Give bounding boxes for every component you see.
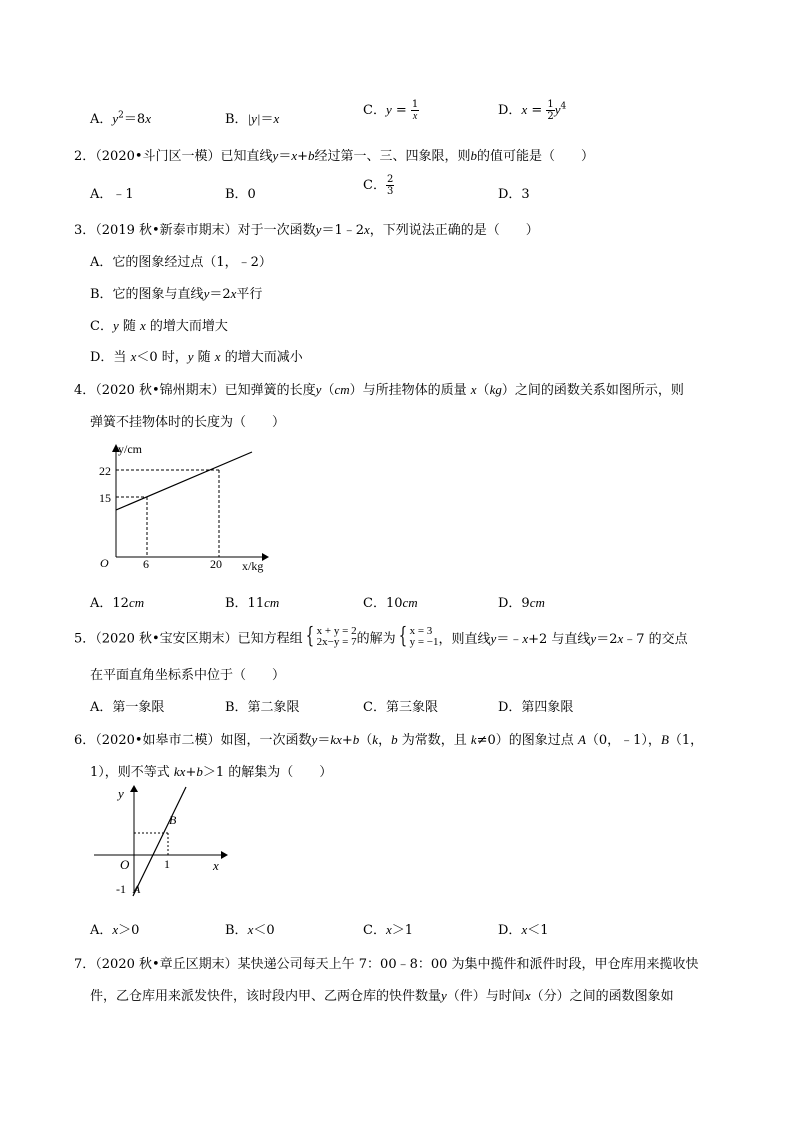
q6-option-c: C．x＞1 (363, 922, 414, 938)
spring-length-graph (90, 440, 280, 580)
y-axis-arrow (130, 785, 138, 792)
q6-option-a: A．x＞0 (90, 922, 140, 938)
q2-option-a: A．﹣1 (90, 187, 134, 202)
q6-stem-line2: 1），则不等式 kx+b＞1 的解集为（ ） (90, 764, 333, 780)
x-axis-label: x/kg (242, 559, 264, 573)
fraction: $\frac{1}{2}$ (547, 99, 554, 122)
x-axis-arrow (221, 851, 228, 859)
q5-option-d: D．第四象限 (498, 700, 574, 715)
solution-system: x = 3 y = −1 (409, 625, 439, 648)
fraction: $\frac{1}{x}$ (411, 99, 419, 122)
q3-stem: 3．（2019 秋•新泰市期末）对于一次函数y＝1﹣2x，下列说法正确的是（ ） (74, 222, 539, 238)
x-tick-20: 20 (210, 557, 222, 571)
q4-option-a: A．12cm (90, 595, 145, 611)
q2-option-c: C． $\frac{2}{3}$ (363, 174, 394, 197)
equation-system: x + y = 2 2x−y = 7 (316, 625, 357, 648)
q3-option-a: A．它的图象经过点（1，﹣2） (90, 255, 272, 270)
q3-option-d: D．当 x＜0 时，y 随 x 的增大而减小 (90, 349, 303, 365)
q2-stem: 2．（2020•斗门区一模）已知直线y＝x+b经过第一、三、四象限，则b的值可能是（ ） (74, 148, 595, 164)
q1-option-a: A．$y^2=8x$ (90, 110, 151, 127)
point-a-label: A (133, 882, 141, 896)
origin-label: O (100, 556, 109, 570)
solution-system-brace: { (398, 624, 407, 649)
q1-option-c: C．y = $\frac{1}{x}$ (363, 99, 419, 122)
q5-option-b: B．第二象限 (225, 700, 300, 715)
q1-option-d: D．x = $\frac{1}{2}$ $y^4$ (498, 99, 567, 122)
point-b-label: B (169, 813, 177, 827)
q4-option-c: C．10cm (363, 595, 418, 611)
linear-function-graph (90, 782, 240, 902)
q1-option-b: B．|y|＝x (225, 111, 280, 127)
y-axis-label: y/cm (118, 442, 142, 456)
q6-option-b: B．x＜0 (225, 922, 275, 938)
origin-label: O (120, 857, 130, 872)
q6-stem-line1: 6．（2020•如皋市二模）如图，一次函数y＝kx+b（k，b 为常数，且 k≠0）的图象过点 A（0，﹣1），B（1， (74, 732, 704, 748)
function-line (133, 787, 186, 896)
q7-stem-line1: 7．（2020 秋•章丘区期末）某快递公司每天上午 7：00﹣8：00 为集中揽件和派件时段，甲仓库用来揽收快 (74, 957, 699, 972)
x-axis-label: x (213, 858, 219, 873)
y-tick-22: 22 (99, 464, 111, 478)
q7-stem-line2: 件，乙仓库用来派发快件，该时段内甲、乙两仓库的快件数量y（件）与时间x（分）之间的函数图象如 (90, 988, 674, 1004)
q2-option-d: D．3 (498, 187, 530, 202)
q5-option-c: C．第三象限 (363, 700, 438, 715)
q4-option-b: B．11cm (225, 595, 280, 611)
y-tick-15: 15 (99, 491, 111, 505)
x-tick-6: 6 (143, 557, 149, 571)
q4-stem-line1: 4．（2020 秋•锦州期末）已知弹簧的长度y（cm）与所挂物体的质量 x（kg）之间的函数关系如图所示，则 (74, 382, 684, 398)
q6-option-d: D．x＜1 (498, 922, 549, 938)
y-axis-label: y (118, 786, 124, 801)
fraction: $\frac{2}{3}$ (386, 174, 394, 197)
q4-stem-line2: 弹簧不挂物体时的长度为（ ） (90, 415, 286, 430)
q3-option-b: B．它的图象与直线y＝2x平行 (90, 286, 263, 302)
tick-1: 1 (164, 857, 170, 871)
tick-neg1: -1 (116, 882, 126, 896)
q4-option-d: D．9cm (498, 595, 545, 611)
q5-stem-line1: 5．（2020 秋•宝安区期末）已知方程组 { x + y = 2 2x−y = 7 的解为 { x = 3 y = −1 ，则直线y＝﹣x+2 与直线y＝2x﹣7 的交点 (74, 624, 688, 649)
q3-option-c: C．y 随 x 的增大而增大 (90, 318, 228, 334)
q5-option-a: A．第一象限 (90, 700, 165, 715)
function-line (116, 452, 252, 510)
equation-system-brace: { (305, 624, 314, 649)
q5-stem-line2: 在平面直角坐标系中位于（ ） (90, 668, 286, 683)
q2-option-b: B．0 (225, 187, 256, 202)
